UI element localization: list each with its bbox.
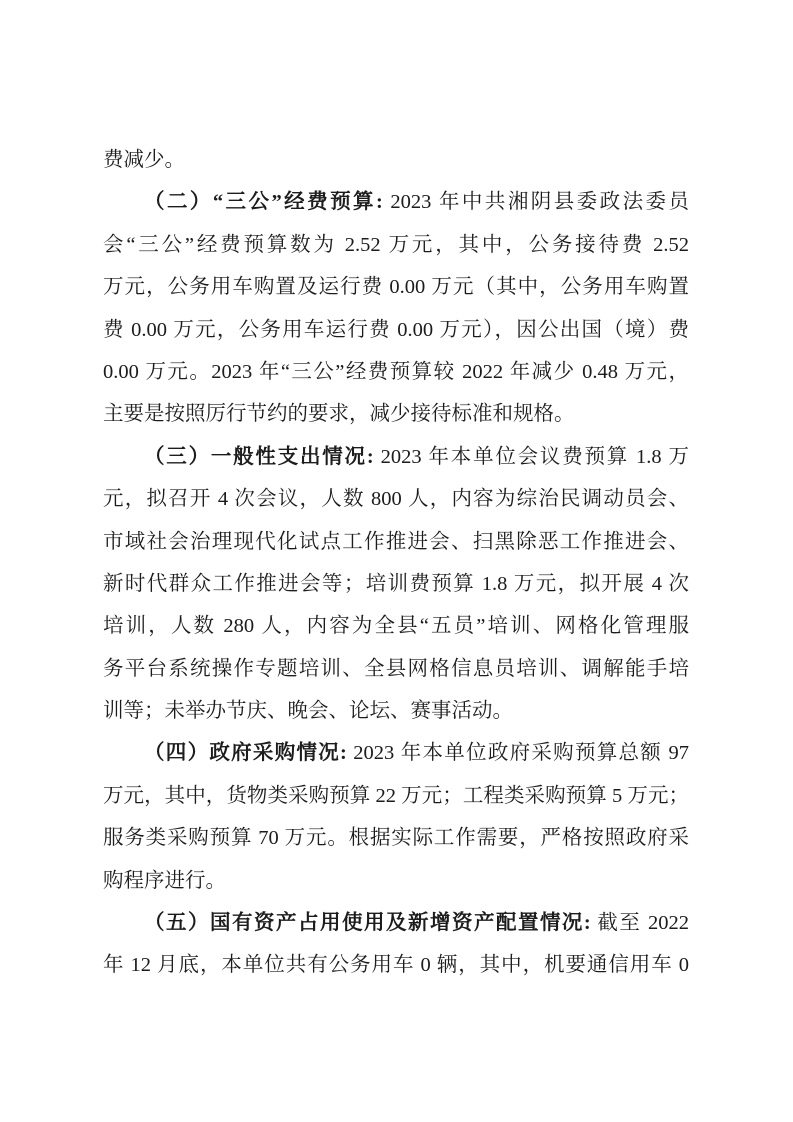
text-line (103, 817, 689, 859)
text-line (103, 860, 689, 902)
text-line (103, 139, 689, 181)
body-text: 服务类采购预算 70 万元。根据实际工作需要，严格按照政府采 (103, 827, 689, 850)
body-text: 截至 2022 (590, 912, 690, 935)
body-text: 2023 年中共湘阴县委政法委员 (382, 191, 689, 214)
text-line (103, 436, 689, 478)
text-line (103, 690, 689, 732)
body-text: 元，拟召开 4 次会议，人数 800 人，内容为综治民调动员会、 (103, 488, 689, 511)
body-text: 训等；未举办节庆、晚会、论坛、赛事活动。 (103, 700, 513, 723)
text-line (103, 944, 689, 986)
body-text: 新时代群众工作推进会等；培训费预算 1.8 万元，拟开展 4 次 (103, 572, 689, 595)
text-line (103, 902, 689, 944)
section-heading-text: （四）政府采购情况: (144, 742, 347, 765)
body-text: 务平台系统操作专题培训、全县网格信息员培训、调解能手培 (103, 657, 689, 680)
text-line (103, 732, 689, 774)
body-text: 市域社会治理现代化试点工作推进会、扫黑除恶工作推进会、 (103, 530, 689, 553)
text-line (103, 181, 689, 223)
text-line (103, 309, 689, 351)
text-line (103, 521, 689, 563)
text-line (103, 478, 689, 520)
body-text: 会“三公”经费预算数为 2.52 万元，其中，公务接待费 2.52 (103, 233, 689, 256)
section-heading-text: （三）一般性支出情况: (144, 445, 374, 468)
body-text: 0.00 万元。2023 年“三公”经费预算较 2022 年减少 0.48 万元， (103, 360, 689, 383)
section-heading-text: （二）“三公”经费预算: (144, 191, 383, 214)
text-line (103, 224, 689, 266)
text-line (103, 563, 689, 605)
body-text: 费 0.00 万元，公务用车运行费 0.00 万元），因公出国（境）费 (103, 318, 689, 341)
text-line (103, 648, 689, 690)
text-lines (103, 139, 689, 987)
body-text: 万元，公务用车购置及运行费 0.00 万元（其中，公务用车购置 (103, 276, 689, 299)
body-text: 培训，人数 280 人，内容为全县“五员”培训、网格化管理服 (103, 615, 689, 638)
body-text: 年 12 月底，本单位共有公务用车 0 辆，其中，机要通信用车 0 (103, 954, 689, 977)
text-line (103, 775, 689, 817)
text-line (103, 351, 689, 393)
text-line (103, 393, 689, 435)
text-line (103, 605, 689, 647)
body-text: 2023 年本单位政府采购预算总额 97 (346, 742, 689, 765)
body-text: 2023 年本单位会议费预算 1.8 万 (373, 445, 690, 468)
body-text: 购程序进行。 (103, 869, 226, 892)
text-line (103, 266, 689, 308)
section-heading-text: （五）国有资产占用使用及新增资产配置情况: (144, 912, 591, 935)
body-text: 费减少。 (103, 149, 185, 171)
body-text: 主要是按照厉行节约的要求，减少接待标准和规格。 (103, 403, 575, 426)
body-text: 万元，其中，货物类采购预算 22 万元；工程类采购预算 5 万元； (103, 784, 689, 807)
